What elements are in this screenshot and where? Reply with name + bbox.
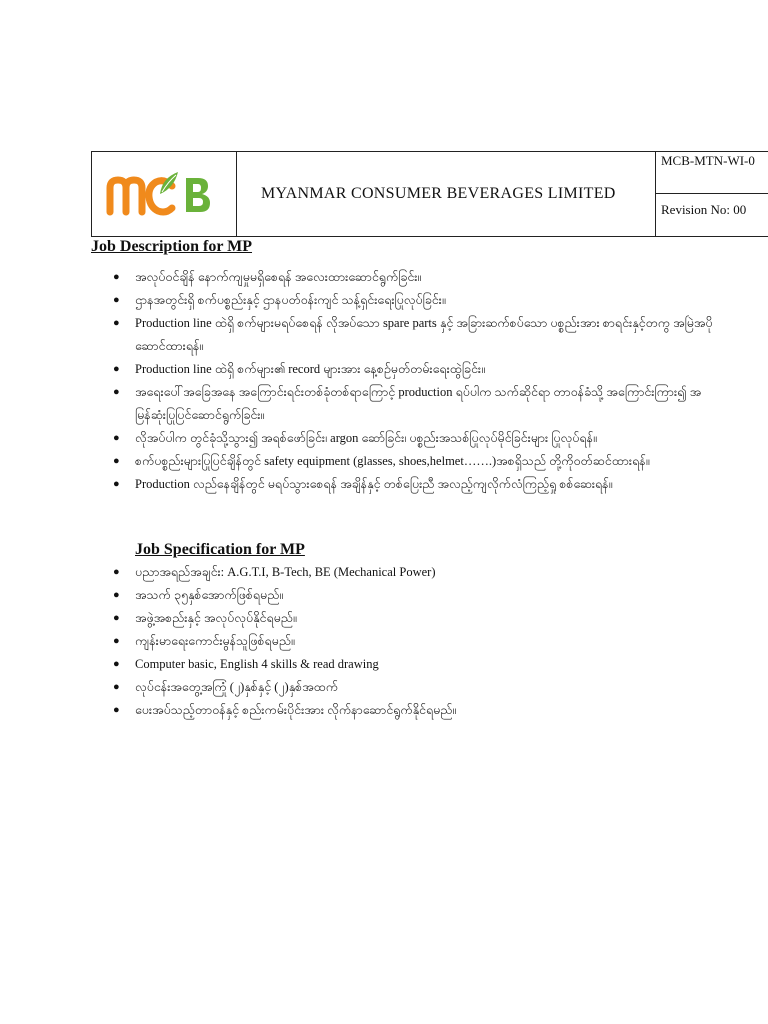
bullet-icon: ● [113, 704, 120, 716]
list-item [113, 473, 713, 496]
list-item [113, 561, 713, 584]
revision-number: Revision No: 00 [661, 202, 747, 217]
logo-cell [92, 152, 237, 236]
job-specification-title: Job Specification for MP [135, 541, 305, 558]
list-item [113, 450, 713, 473]
job-specification-list [113, 561, 713, 722]
bullet-icon: ● [113, 363, 120, 375]
bullet-icon: ● [113, 681, 120, 693]
list-item [113, 381, 713, 427]
list-item-text: လုပ်ငန်းအတွေ့အကြုံ (၂)နှစ်နှင့် (၂)နှစ်အထက် [135, 680, 339, 694]
list-item [113, 427, 713, 450]
bullet-icon: ● [113, 455, 120, 467]
list-item [113, 630, 713, 653]
company-name: MYANMAR CONSUMER BEVERAGES LIMITED [237, 152, 656, 236]
list-item [113, 266, 713, 289]
list-item [113, 676, 713, 699]
list-item [113, 699, 713, 722]
list-item-text: Production လည်နေချိန်တွင် မရပ်သွားစေရန် အချိန်နှင့် တစ်ပြေးညီ အလည့်ကျလိုက်လံကြည့်ရှု စစ်ဆေးရန်။ [135, 477, 613, 491]
bullet-icon: ● [113, 271, 120, 283]
list-item-text: ကျန်းမာရေးကောင်းမွန်သူဖြစ်ရမည်။ [135, 634, 295, 648]
list-item [113, 312, 713, 358]
job-description-list [113, 266, 713, 496]
list-item [113, 653, 713, 676]
list-item-text: ပညာအရည်အချင်း: A.G.T.I, B-Tech, BE (Mechanical Power) [135, 565, 436, 579]
bullet-icon: ● [113, 635, 120, 647]
mcb-logo [106, 166, 224, 222]
bullet-icon: ● [113, 386, 120, 398]
list-item-text: Computer basic, English 4 skills & read drawing [135, 657, 379, 671]
bullet-icon: ● [113, 566, 120, 578]
bullet-icon: ● [113, 589, 120, 601]
bullet-icon: ● [113, 432, 120, 444]
list-item-text: အရေးပေါ်အခြေအနေ အကြောင်းရင်းတစ်ခုံတစ်ရာကြောင့် production ရပ်ပါက သက်ဆိုင်ရာ တာဝန်ခံသို့ အကြောင်းကြား၍ အမြန်ဆုံးပြုပြင်ဆောင်ရွက်ခြင်း။ [135, 385, 702, 422]
list-item [113, 358, 713, 381]
list-item [113, 584, 713, 607]
list-item-text: Production line ထဲရှိ စက်များမရပ်စေရန် လိုအပ်သော spare parts နှင့် အခြားဆက်စပ်သော ပစ္စည်းအား စာရင်းနှင့်တကွ အမြဲအပိုဆောင်ထားရန်။ [135, 316, 713, 353]
bullet-icon: ● [113, 478, 120, 490]
job-description-title: Job Description for MP [91, 238, 253, 255]
document-header-table [91, 151, 768, 237]
list-item-text: စက်ပစ္စည်းများပြုပြင်ချိန်တွင် safety equipment (glasses, shoes,helmet…….)အစရှိသည် တို့ကိုဝတ်ဆင်ထားရန်။ [135, 454, 650, 468]
document-code: MCB-MTN-WI-0 [656, 152, 768, 194]
list-item [113, 607, 713, 630]
bullet-icon: ● [113, 317, 120, 329]
bullet-icon: ● [113, 658, 120, 670]
list-item-text: ပေးအပ်သည့်တာဝန်နှင့် စည်းကမ်းပိုင်းအား လိုက်နာဆောင်ရွက်နိုင်ရမည်။ [135, 703, 457, 717]
bullet-icon: ● [113, 294, 120, 306]
list-item-text: လိုအပ်ပါက တွင်ခုံသို့သွား၍ အရစ်ဖော်ခြင်း၊ argon ဆော်ခြင်း၊ ပစ္စည်းအသစ်ပြုလုပ်မိုင်ခြင်းများ ပြုလုပ်ရန်။ [135, 431, 597, 445]
list-item-text: ဌာနအတွင်းရှိ စက်ပစ္စည်းနှင့် ဌာနပတ်ဝန်းကျင် သန့်ရှင်းရေးပြုလုပ်ခြင်း။ [135, 293, 446, 307]
bullet-icon: ● [113, 612, 120, 624]
list-item-text: အဖွဲ့အစည်းနှင့် အလုပ်လုပ်နိုင်ရမည်။ [135, 611, 297, 625]
list-item-text: အလုပ်ဝင်ချိန် နောက်ကျမှုမရှိစေရန် အလေးထားဆောင်ရွက်ခြင်း။ [135, 270, 422, 284]
list-item-text: Production line ထဲရှိ စက်များ၏ record များအား နေ့စဉ်မှတ်တမ်းရေးထွဲခြင်း။ [135, 362, 485, 376]
list-item [113, 289, 713, 312]
list-item-text: အသက် ၃၅နှစ်အောက်ဖြစ်ရမည်။ [135, 588, 284, 602]
